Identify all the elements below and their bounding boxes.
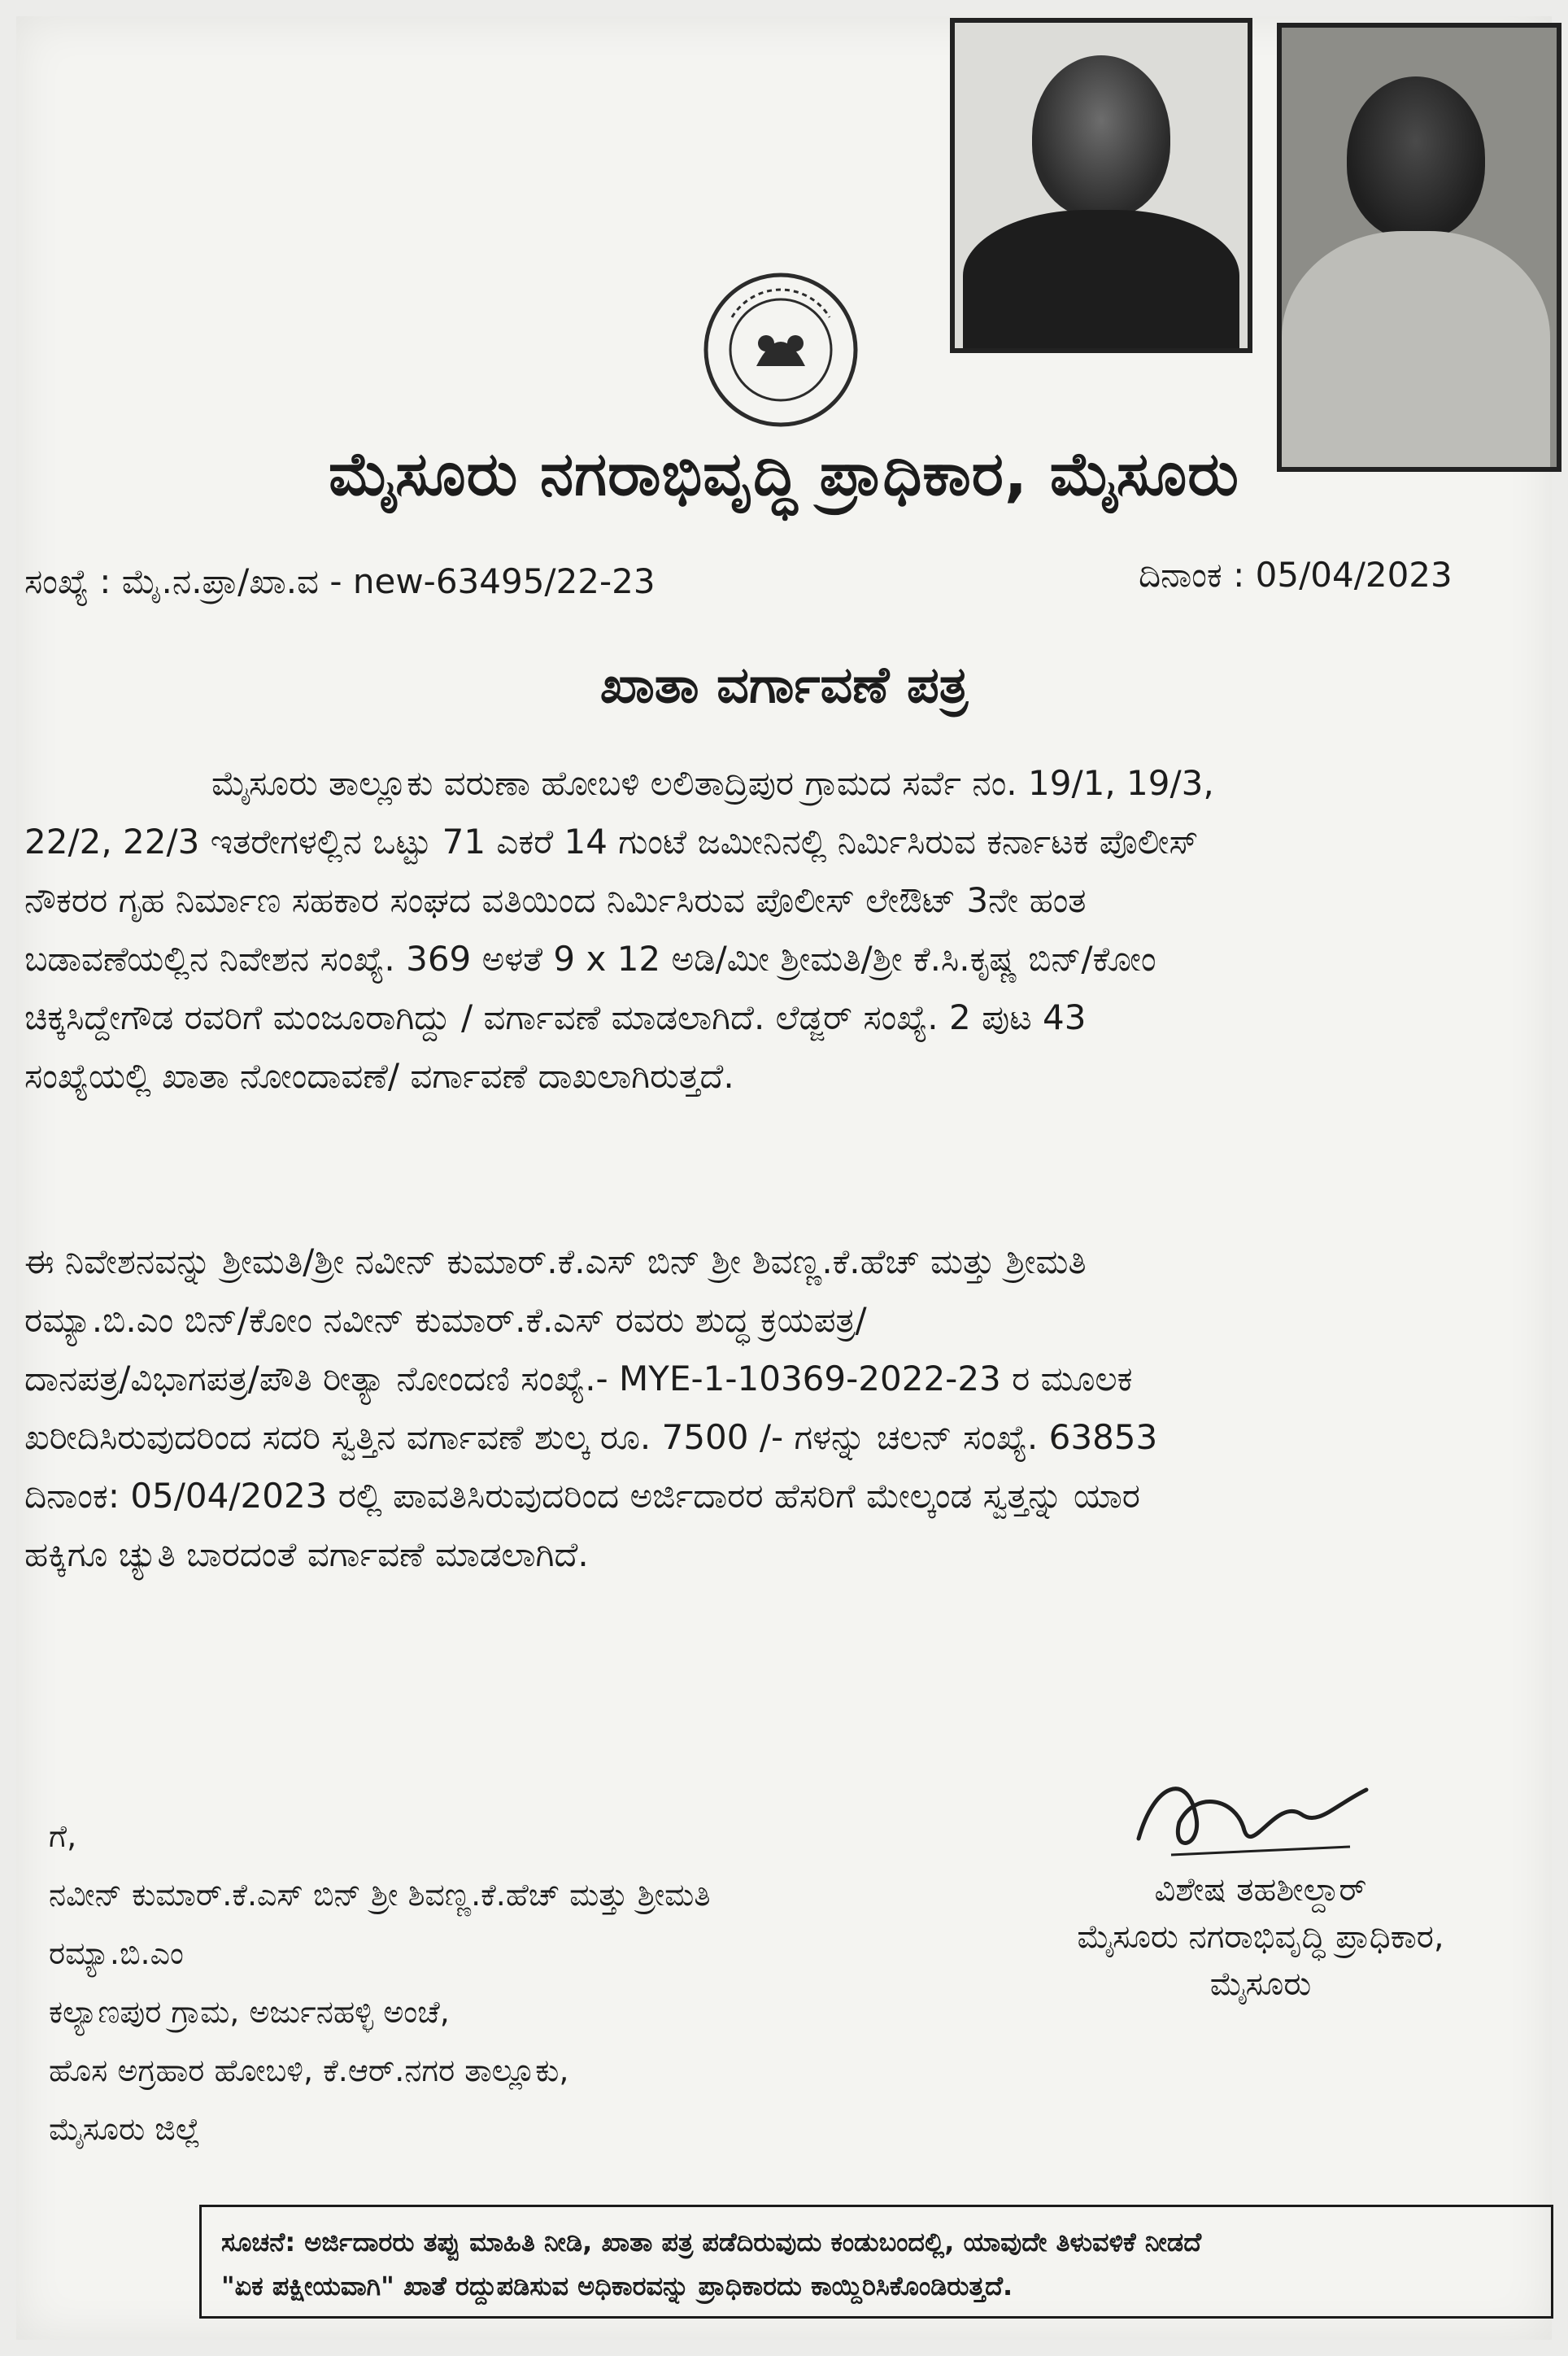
addressee-line: ಮೈಸೂರು ಜಿಲ್ಲೆ [49,2111,201,2147]
paragraph-transfer [24,1241,1158,1596]
paragraph-line: ಚಿಕ್ಕಸಿದ್ದೇಗೌಡ ರವರಿಗೆ ಮಂಜೂರಾಗಿದ್ದು / ವರ್ಗಾವಣೆ ಮಾಡಲಾಗಿದೆ. ಲೆಡ್ಜರ್ ಸಂಖ್ಯೆ. 2 ಪುಟ 43 [24,997,1087,1037]
government-seal-icon [699,268,862,431]
paragraph-allotment [24,763,1214,1118]
paragraph-line: 22/2, 22/3 ಇತರೇಗಳಲ್ಲಿನ ಒಟ್ಟು 71 ಎಕರೆ 14 ಗುಂಟೆ ಜಮೀನಿನಲ್ಲಿ ನಿರ್ಮಿಸಿರುವ ಕರ್ನಾಟಕ ಪೊಲೀಸ್ [24,822,1199,862]
addressee-block [49,1818,710,2170]
notice-line: "ಏಕ ಪಕ್ಷೀಯವಾಗಿ" ಖಾತೆ ರದ್ದುಪಡಿಸುವ ಅಧಿಕಾರವನ್ನು ಪ್ರಾಧಿಕಾರದು ಕಾಯ್ದಿರಿಸಿಕೊಂಡಿರುತ್ತದೆ. [221,2271,1013,2302]
signature-icon [1122,1765,1383,1871]
paragraph-line: ಸಂಖ್ಯೆಯಲ್ಲಿ ಖಾತಾ ನೋಂದಾವಣೆ/ ವರ್ಗಾವಣೆ ದಾಖಲಾಗಿರುತ್ತದೆ. [24,1056,734,1096]
addressee-line: ನವೀನ್ ಕುಮಾರ್.ಕೆ.ಎಸ್ ಬಿನ್ ಶ್ರೀ ಶಿವಣ್ಣ.ಕೆ.ಹೆಚ್ ಮತ್ತು ಶ್ರೀಮತಿ [49,1877,711,1913]
signatory-office: ಮೈಸೂರು ನಗರಾಭಿವೃದ್ಧಿ ಪ್ರಾಧಿಕಾರ, [1077,1918,1444,1956]
document-title: ಖಾತಾ ವರ್ಗಾವಣೆ ಪತ್ರ [599,655,969,714]
addressee-line: ಗೆ, [49,1818,77,1854]
signatory-city: ಮೈಸೂರು [1209,1966,1312,2003]
applicant-photo-2 [1277,23,1561,472]
addressee-line: ಹೊಸ ಅಗ್ರಹಾರ ಹೋಬಳಿ, ಕೆ.ಆರ್.ನಗರ ತಾಲ್ಲೂಕು, [49,2053,569,2088]
authority-title: ಮೈಸೂರು ನಗರಾಭಿವೃದ್ಧಿ ಪ್ರಾಧಿಕಾರ, ಮೈಸೂರು [329,439,1239,509]
applicant-photo-1 [950,18,1252,353]
signatory-block [992,1871,1529,2013]
paragraph-line: ಹಕ್ಕಿಗೂ ಚ್ಯುತಿ ಬಾರದಂತೆ ವರ್ಗಾವಣೆ ಮಾಡಲಾಗಿದೆ. [24,1534,589,1574]
addressee-line: ಕಲ್ಯಾಣಪುರ ಗ್ರಾಮ, ಅರ್ಜುನಹಳ್ಳಿ ಅಂಚೆ, [49,1994,450,2030]
issue-date: ದಿನಾಂಕ : 05/04/2023 [1139,555,1453,595]
addressee-line: ರಮ್ಯಾ.ಬಿ.ಎಂ [49,1935,184,1971]
notice-line: ಸೂಚನೆ: ಅರ್ಜಿದಾರರು ತಪ್ಪು ಮಾಹಿತಿ ನೀಡಿ, ಖಾತಾ ಪತ್ರ ಪಡೆದಿರುವುದು ಕಂಡುಬಂದಲ್ಲಿ, ಯಾವುದೇ ತಿಳುವಳಿಕೆ ನೀಡದೆ [221,2227,1202,2258]
reference-number: ಸಂಖ್ಯೆ : ಮೈ.ನ.ಪ್ರಾ/ಖಾ.ವ - new-63495/22-23 [24,561,656,601]
paragraph-line: ದಾನಪತ್ರ/ವಿಭಾಗಪತ್ರ/ಪೌತಿ ರೀತ್ಯಾ ನೋಂದಣಿ ಸಂಖ್ಯೆ.- MYE-1-10369-2022-23 ರ ಮೂಲಕ [24,1359,1133,1398]
signatory-designation: ವಿಶೇಷ ತಹಶೀಲ್ದಾರ್ [1154,1871,1367,1909]
paragraph-line: ಮೈಸೂರು ತಾಲ್ಲೂಕು ವರುಣಾ ಹೋಬಳಿ ಲಲಿತಾದ್ರಿಪುರ ಗ್ರಾಮದ ಸರ್ವೆ ನಂ. 19/1, 19/3, [211,763,1214,803]
notice-box [199,2205,1553,2319]
paragraph-line: ಬಡಾವಣೆಯಲ್ಲಿನ ನಿವೇಶನ ಸಂಖ್ಯೆ. 369 ಅಳತೆ 9 x 12 ಅಡಿ/ಮೀ ಶ್ರೀಮತಿ/ಶ್ರೀ ಕೆ.ಸಿ.ಕೃಷ್ಣ ಬಿನ್/ಕೋಂ [24,939,1156,979]
paragraph-line: ದಿನಾಂಕ: 05/04/2023 ರಲ್ಲಿ ಪಾವತಿಸಿರುವುದರಿಂದ ಅರ್ಜಿದಾರರ ಹೆಸರಿಗೆ ಮೇಲ್ಕಂಡ ಸ್ವತ್ತನ್ನು ಯಾರ [24,1476,1140,1516]
paragraph-line: ರಮ್ಯಾ.ಬಿ.ಎಂ ಬಿನ್/ಕೋಂ ನವೀನ್ ಕುಮಾರ್.ಕೆ.ಎಸ್ ರವರು ಶುದ್ಧ ಕ್ರಯಪತ್ರ/ [24,1300,867,1340]
paragraph-line: ಖರೀದಿಸಿರುವುದರಿಂದ ಸದರಿ ಸ್ವತ್ತಿನ ವರ್ಗಾವಣೆ ಶುಲ್ಕ ರೂ. 7500 /- ಗಳನ್ನು ಚಲನ್ ಸಂಖ್ಯೆ. 63853 [24,1417,1158,1457]
paragraph-line: ನೌಕರರ ಗೃಹ ನಿರ್ಮಾಣ ಸಹಕಾರ ಸಂಘದ ವತಿಯಿಂದ ನಿರ್ಮಿಸಿರುವ ಪೊಲೀಸ್ ಲೇಔಟ್ 3ನೇ ಹಂತ [24,880,1087,920]
paragraph-line: ಈ ನಿವೇಶನವನ್ನು ಶ್ರೀಮತಿ/ಶ್ರೀ ನವೀನ್ ಕುಮಾರ್.ಕೆ.ಎಸ್ ಬಿನ್ ಶ್ರೀ ಶಿವಣ್ಣ.ಕೆ.ಹೆಚ್ ಮತ್ತು ಶ್ರೀಮತಿ [24,1241,1087,1281]
